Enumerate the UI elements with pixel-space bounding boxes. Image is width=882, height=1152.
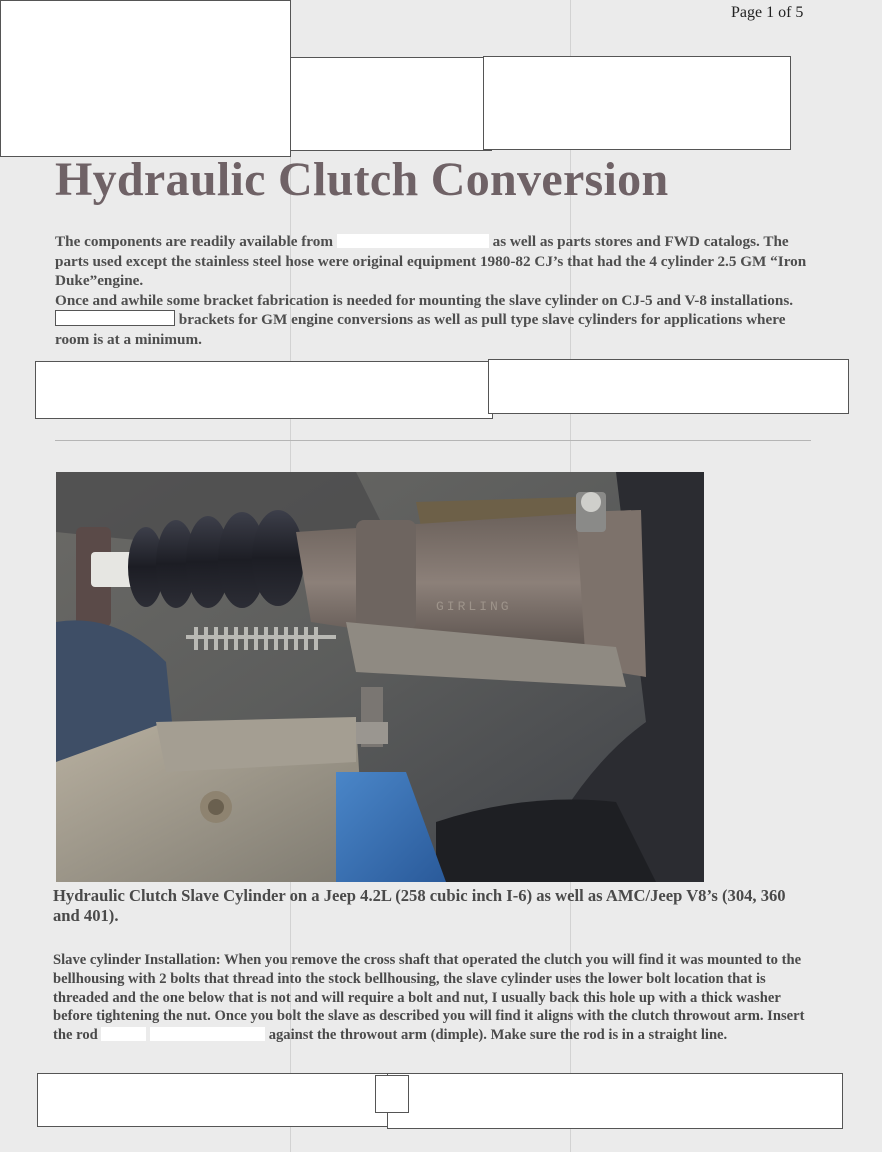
redaction-box (375, 1075, 409, 1113)
document-title: Hydraulic Clutch Conversion (55, 153, 669, 206)
redacted-text (150, 1027, 265, 1041)
redacted-text (101, 1027, 146, 1041)
redaction-box (483, 56, 791, 150)
intro-text: brackets for GM engine conversions as well as pull type slave cylinders for applications where room is at a minimum. (55, 311, 786, 348)
installation-paragraph (53, 951, 823, 1045)
redacted-text (337, 234, 489, 248)
cylinder-brand-label: GIRLING (436, 599, 512, 614)
photo-illustration (56, 472, 704, 882)
slave-cylinder-photo (56, 472, 704, 882)
intro-text: The components are readily available from (55, 233, 334, 250)
redaction-box (488, 359, 849, 414)
redacted-text (55, 310, 175, 326)
page-number: Page 1 of 5 (731, 4, 804, 21)
redaction-box (35, 361, 493, 419)
photo-caption: Hydraulic Clutch Slave Cylinder on a Jeep 4.2L (258 cubic inch I-6) as well as AMC/Jeep V8’s (304, 360 and 401). (53, 886, 786, 925)
redaction-box (290, 57, 492, 151)
intro-text: as well as parts stores and FWD catalogs. The parts used except the stainless steel hose were original equipment 1980-82 CJ’s that had the 4 cylinder 2.5 GM “Iron Duke”engine. (55, 233, 807, 289)
intro-text: Once and awhile some bracket fabrication is needed for mounting the slave cylinder on CJ-5 and V-8 installations. (55, 291, 794, 309)
redaction-box (37, 1073, 388, 1127)
redaction-box (387, 1073, 843, 1129)
redaction-box (0, 0, 291, 157)
horizontal-rule (55, 440, 811, 441)
installation-text: against the throwout arm (dimple). Make sure the rod is in a straight line. (268, 1027, 728, 1044)
intro-paragraph (55, 232, 815, 349)
installation-text: Slave cylinder Installation: When you remove the cross shaft that operated the clutch you will find it was mounted to the bellhousing with 2 bolts that thread into the stock bellhousing, the slave cylinder uses the lower bolt location that is threaded and the one below that is not and will require a bolt and nut, I usually back this hole up with a thick washer before tightening the nut. Once you bolt the slave as described you will find it aligns with the clutch throwout arm. Insert the rod (53, 952, 805, 1044)
